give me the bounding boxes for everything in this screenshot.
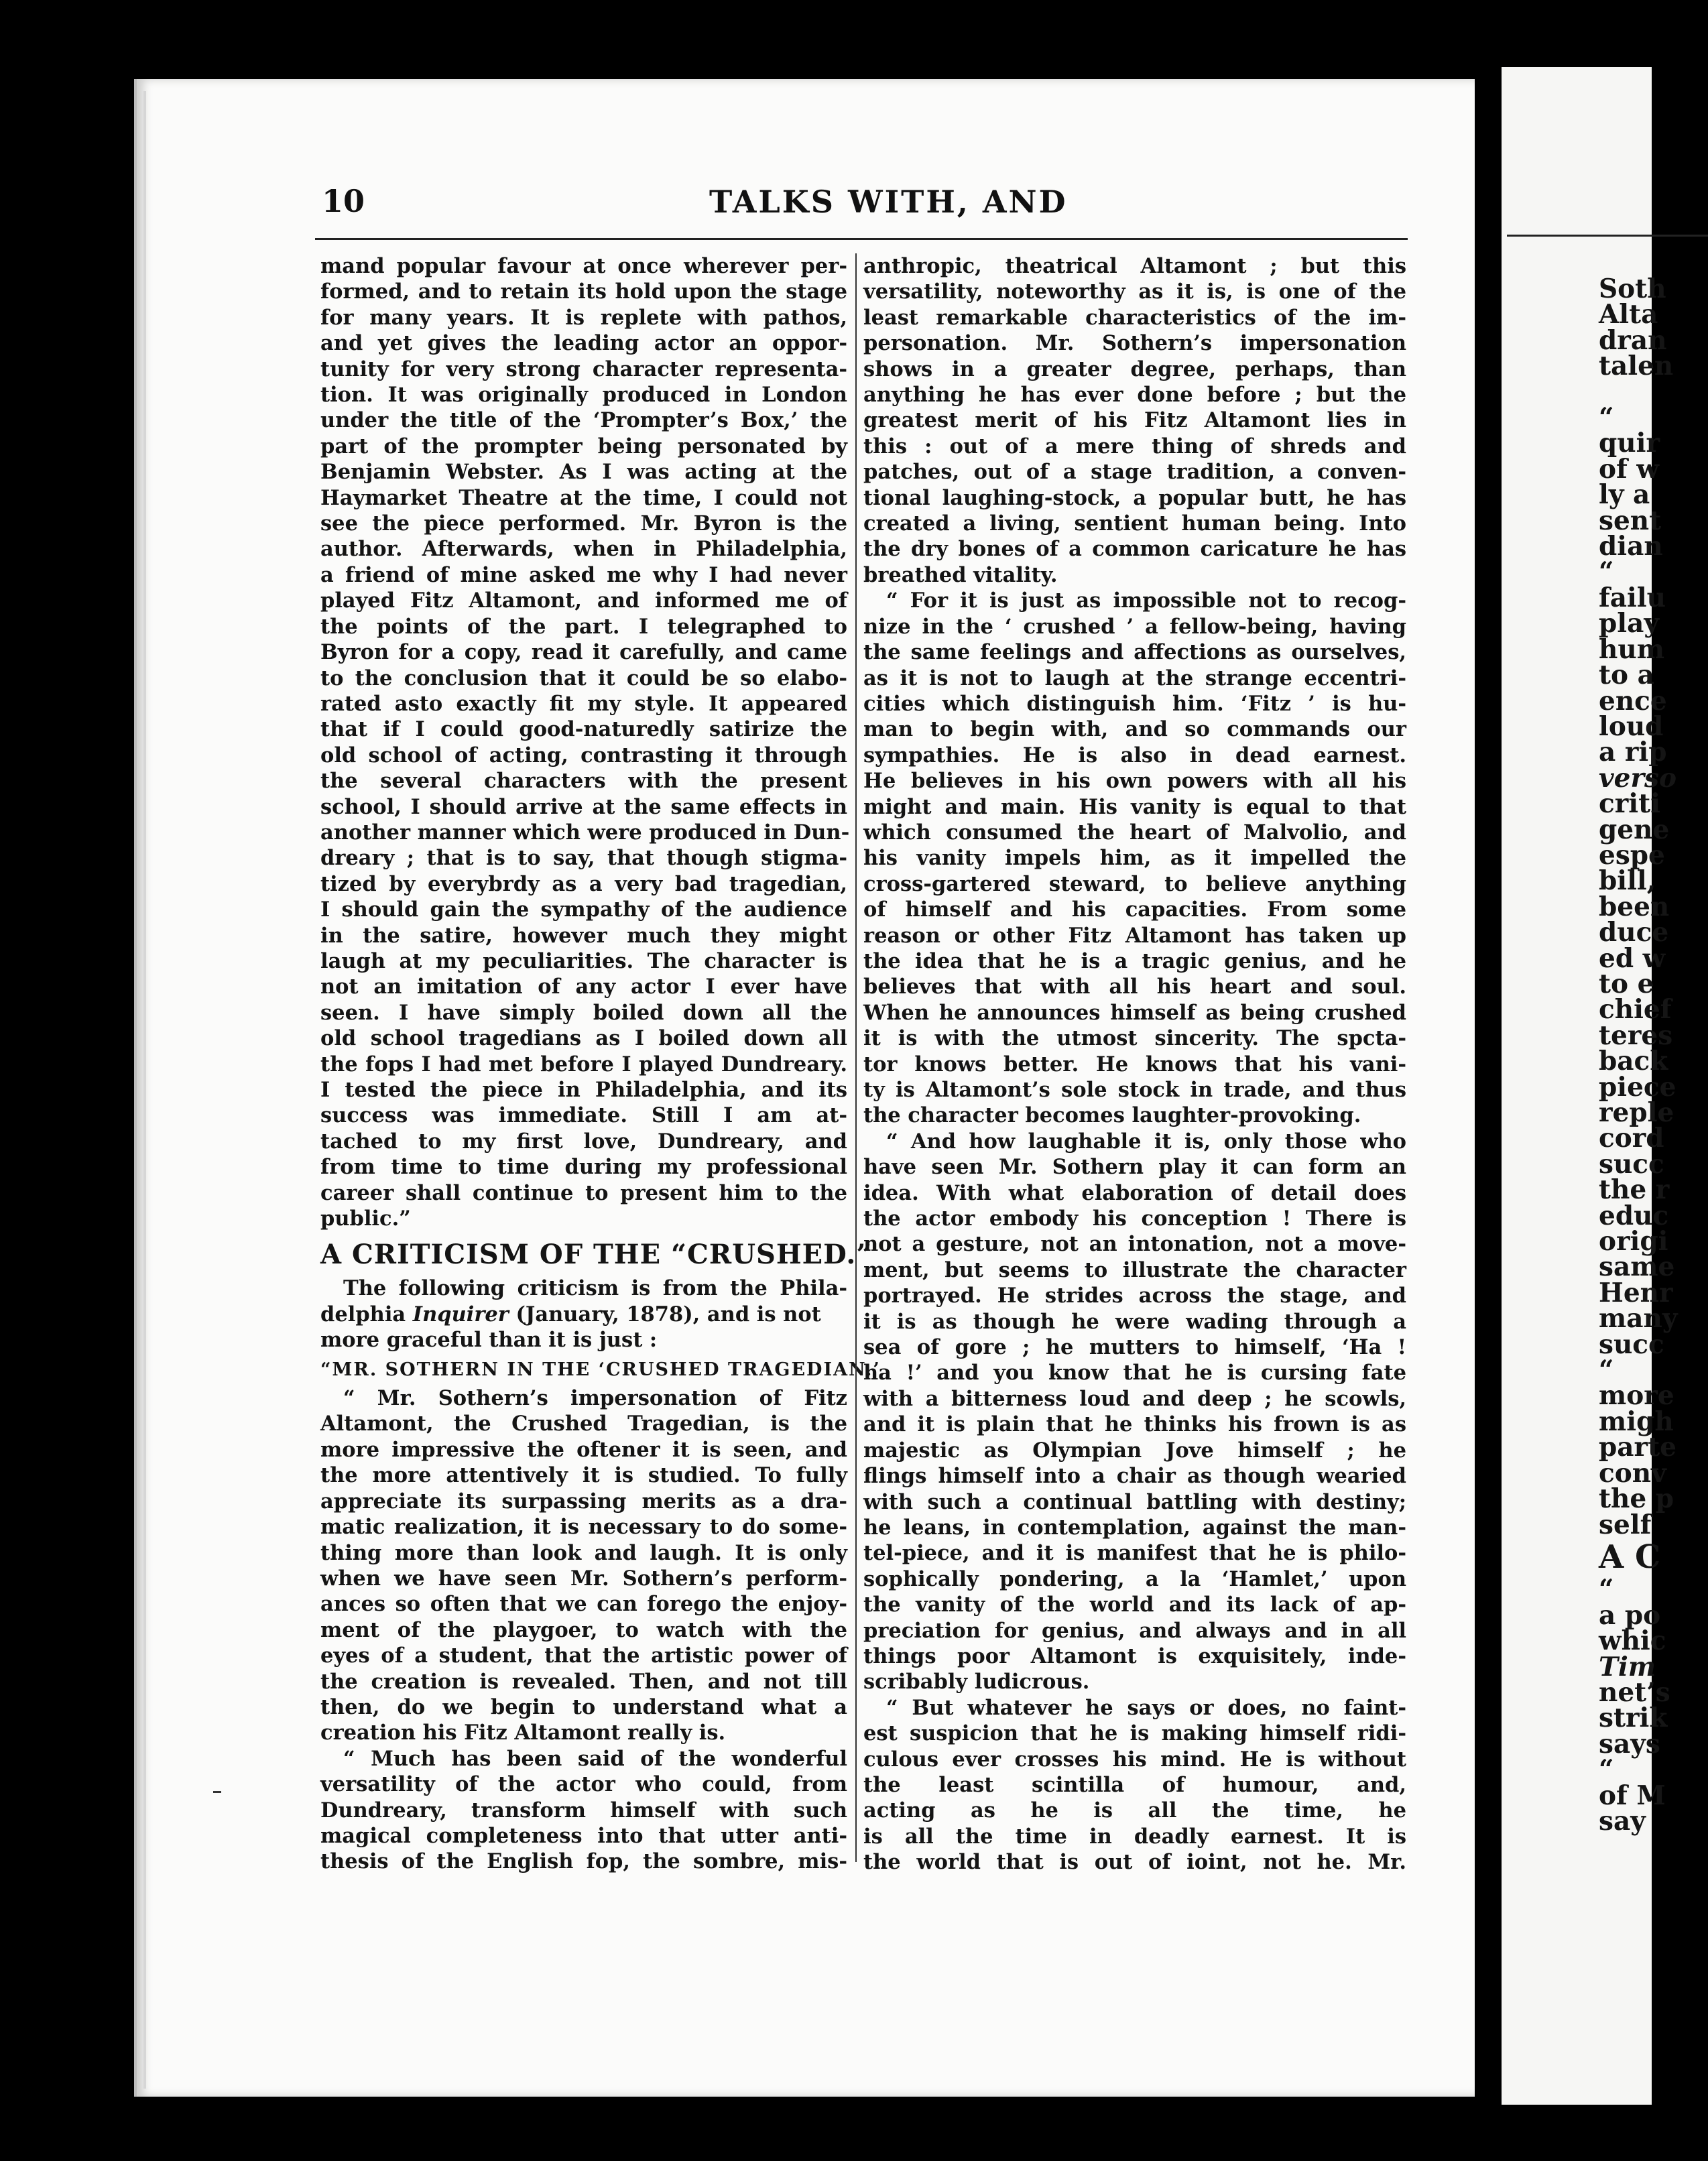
text-line: from time to time during my professional [320, 1155, 847, 1180]
text-line: not a gesture, not an intonation, not a move- [863, 1232, 1406, 1257]
facing-page-line: chief [1599, 994, 1672, 1026]
facing-page-line: “ [1599, 556, 1614, 588]
text-line: sophically pondering, a la ‘Hamlet,’ upon [863, 1566, 1406, 1591]
text-line: the idea that he is a tragic genius, and he [863, 948, 1406, 973]
right-paragraph-4 [863, 1695, 1406, 1875]
text-line: least remarkable characteristics of the im- [863, 305, 1406, 330]
left-paragraph-1 [320, 253, 850, 1231]
text-line: Dundreary, transform himself with such [320, 1798, 847, 1823]
facing-page-line: reple [1599, 1097, 1674, 1128]
text-line: which consumed the heart of Malvolio, and [863, 820, 1406, 845]
facing-page-line: dran [1599, 324, 1667, 356]
facing-page-line: Tim [1599, 1651, 1656, 1682]
text-line: tached to my first love, Dundreary, and [320, 1129, 847, 1154]
facing-page-line: net’s [1599, 1676, 1670, 1708]
text-line: majestic as Olympian Jove himself ; he [863, 1438, 1406, 1463]
facing-page-line: the p [1599, 1483, 1674, 1515]
text-line: laugh at my peculiarities. The character is [320, 948, 847, 973]
facing-page-line: a rip [1599, 737, 1667, 768]
text-line: portrayed. He strides across the stage, and [863, 1284, 1406, 1308]
text-line: breathed vitality. [863, 562, 1058, 587]
left-paragraph-3 [320, 1746, 847, 1875]
text-line: the actor embody his conception ! There is [863, 1207, 1406, 1231]
facing-page-line: criti [1599, 788, 1660, 820]
text-line: to the conclusion that it could be so elabo- [320, 666, 847, 690]
left-paragraph-2 [320, 1385, 847, 1746]
text-line: “ Much has been said of the wonderful [343, 1746, 847, 1771]
text-line: sea of gore ; he mutters to himself, ‘Ha ! [863, 1335, 1406, 1360]
text-line: it is with the utmost sincerity. The spcta- [863, 1026, 1406, 1051]
text-line: tized by everybrdy as a very bad tragedian, [320, 871, 847, 896]
facing-page-heading: A C [1599, 1538, 1661, 1576]
text-line: the vanity of the world and its lack of ap- [863, 1593, 1406, 1617]
margin-mark [213, 1791, 221, 1793]
text-line: believes that with all his heart and soul. [863, 975, 1406, 999]
facing-page-line: verso [1599, 762, 1676, 794]
text-line: scribably ludicrous. [863, 1670, 1090, 1694]
text-line: flings himself into a chair as though wearied [863, 1464, 1406, 1489]
text-line: for many years. It is replete with pathos, [320, 305, 847, 330]
text-line: anthropic, theatrical Altamont ; but this [863, 254, 1406, 278]
text-line: Byron for a copy, read it carefully, and came [320, 640, 847, 665]
facing-page-line: to a [1599, 660, 1654, 691]
facing-page-line: play [1599, 608, 1660, 639]
text-line: tional laughing-stock, a popular butt, he has [863, 485, 1406, 510]
text-line: the several characters with the present [320, 769, 847, 794]
text-line: cities which distinguish him. ‘Fitz ’ is hu- [863, 691, 1406, 716]
left-column [320, 253, 881, 1875]
text-line: the points of the part. I telegraphed to [320, 614, 847, 639]
article-subhead: “MR. SOTHERN IN THE ‘CRUSHED TRAGEDIAN.’ [320, 1359, 881, 1380]
right-paragraph-3 [863, 1129, 1406, 1695]
text-line: creation his Fitz Altamont really is. [320, 1721, 726, 1745]
facing-page-line: “ [1599, 1574, 1614, 1605]
header-rule [315, 238, 1408, 240]
text-line: mand popular favour at once wherever per- [320, 254, 847, 278]
text-line: is all the time in deadly earnest. It is [863, 1824, 1406, 1849]
facing-page-line: of w [1599, 453, 1659, 485]
text-line: a friend of mine asked me why I had never [320, 562, 847, 587]
text-line: old school of acting, contrasting it through [320, 743, 847, 767]
facing-page-line: self [1599, 1509, 1652, 1540]
text-line: eyes of a student, that the artistic power of [320, 1644, 847, 1668]
text-line: I should gain the sympathy of the audience [320, 898, 847, 922]
facing-page-line: talen [1599, 351, 1674, 382]
facing-page-line: quir [1599, 428, 1660, 459]
facing-page-line: loud [1599, 711, 1664, 742]
text-line: dreary ; that is to say, that though stigma- [320, 846, 847, 871]
facing-page-line: back [1599, 1046, 1668, 1077]
facing-page-line: gene [1599, 814, 1670, 845]
facing-page-line: conv [1599, 1457, 1666, 1489]
facing-page-line: to e [1599, 968, 1654, 999]
text-line: nize in the ‘ crushed ’ a fellow-being, having [863, 614, 1406, 639]
newspaper-name: Inquirer [412, 1302, 509, 1326]
text-line: “ But whatever he says or does, no faint- [886, 1695, 1406, 1720]
text-line: the same feelings and affections as ourselves, [863, 640, 1406, 665]
facing-page-line: educ [1599, 1200, 1669, 1231]
intro-line: more graceful than it is just : [320, 1328, 658, 1353]
text-line: another manner which were produced in Dun- [320, 820, 850, 845]
facing-page-line: same [1599, 1251, 1675, 1283]
facing-page-line: been [1599, 891, 1670, 922]
facing-page-line: origi [1599, 1226, 1668, 1257]
text-line: culous ever crosses his mind. He is without [863, 1747, 1406, 1772]
text-line: more impressive the oftener it is seen, and [320, 1437, 847, 1462]
text-line: with such a continual battling with destiny; [863, 1489, 1406, 1514]
facing-page-line: “ [1599, 1355, 1614, 1386]
facing-page-line: ence [1599, 685, 1667, 717]
text-line: author. Afterwards, when in Philadelphia, [320, 537, 847, 562]
facing-page-line: dian [1599, 531, 1663, 562]
section-heading: A CRITICISM OF THE “CRUSHED.” [320, 1239, 873, 1271]
text-line: patches, out of a stage tradition, a conven- [863, 460, 1406, 485]
facing-page-line: bill, [1599, 865, 1656, 897]
text-line: Haymarket Theatre at the time, I could not [320, 485, 847, 510]
text-line: his vanity impels him, as it impelled the [863, 846, 1406, 871]
text-line: acting as he is all the time, he [863, 1798, 1406, 1823]
text-line: and it is plain that he thinks his frown is as [863, 1412, 1406, 1437]
page-edge-shadow [143, 91, 146, 2089]
facing-page-line: “ [1599, 1754, 1614, 1786]
text-line: the more attentively it is studied. To fully [320, 1463, 847, 1488]
facing-page-line: parte [1599, 1432, 1676, 1463]
facing-page-line [1599, 379, 1693, 405]
text-line: When he announces himself as being crushed [863, 1000, 1406, 1025]
text-line: success was immediate. Still I am at- [320, 1103, 847, 1128]
text-line: things poor Altamont is exquisitely, inde- [863, 1644, 1406, 1668]
text-line: school, I should arrive at the same effects in [320, 794, 847, 819]
intro-text: (January, 1878), and is not [508, 1302, 821, 1326]
text-line: career shall continue to present him to the [320, 1180, 847, 1205]
text-line: played Fitz Altamont, and informed me of [320, 589, 847, 613]
intro-line: The following criticism is from the Phila- [343, 1276, 847, 1301]
text-line: ty is Altamont’s sole stock in trade, and thus [863, 1078, 1406, 1102]
facing-page-line: strik [1599, 1703, 1668, 1734]
right-paragraph-1 [863, 253, 1406, 588]
text-line: ha !’ and you know that he is cursing fate [863, 1361, 1406, 1385]
facing-page-line: piece [1599, 1071, 1676, 1103]
text-line: the world that is out of ioint, not he. Mr. [863, 1850, 1406, 1875]
text-line: of himself and his capacities. From some [863, 898, 1406, 922]
text-line: ment of the playgoer, to watch with the [320, 1617, 847, 1642]
text-line: He believes in his own powers with all his [863, 769, 1406, 794]
text-line: Altamont, the Crushed Tragedian, is the [320, 1412, 847, 1436]
text-line: rated asto exactly fit my style. It appeared [320, 691, 847, 716]
text-line: when we have seen Mr. Sothern’s perform- [320, 1566, 847, 1591]
text-line: with a bitterness loud and deep ; he scowls, [863, 1386, 1406, 1411]
facing-page-line: succ [1599, 1329, 1664, 1360]
text-line: tor knows better. He knows that his vani- [863, 1052, 1406, 1076]
facing-page-line: hum [1599, 633, 1664, 665]
text-line: ances so often that we can forego the enjoy- [320, 1592, 847, 1617]
facing-page-line: a po [1599, 1599, 1661, 1631]
text-line: tel-piece, and it is manifest that he is philo- [863, 1541, 1406, 1566]
facing-page-line: says [1599, 1728, 1660, 1759]
facing-page-line: the r [1599, 1174, 1670, 1206]
facing-page-line: failu [1599, 582, 1666, 613]
text-line: it is as though he were wading through a [863, 1309, 1406, 1334]
text-line: personation. Mr. Sothern’s impersonation [863, 331, 1406, 356]
facing-page-line: cord [1599, 1123, 1664, 1154]
text-line: reason or other Fitz Altamont has taken up [863, 923, 1406, 948]
right-paragraph-2 [863, 588, 1406, 1129]
facing-page-line: of M [1599, 1780, 1666, 1811]
facing-page-line: many [1599, 1303, 1678, 1335]
text-line: as it is not to laugh at the strange eccentri- [863, 666, 1406, 690]
text-line: he leans, in contemplation, against the man- [863, 1515, 1406, 1540]
intro-line [320, 1302, 847, 1327]
text-line: the dry bones of a common caricature he has [863, 537, 1406, 562]
facing-page-line: migh [1599, 1406, 1674, 1437]
text-line: the fops I had met before I played Dundreary. [320, 1052, 847, 1076]
text-line: anything he has ever done before ; but the [863, 383, 1406, 408]
facing-page-line: Alta [1599, 299, 1658, 330]
facing-page-line: succ [1599, 1148, 1664, 1180]
text-line: tion. It was originally produced in London [320, 383, 847, 408]
page-number: 10 [322, 183, 365, 219]
right-column [863, 253, 1406, 1875]
text-line: created a living, sentient human being. Into [863, 511, 1406, 536]
facing-page-rule [1507, 235, 1708, 237]
text-line: then, do we begin to understand what a [320, 1694, 847, 1719]
text-line: this : out of a mere thing of shreds and [863, 434, 1406, 458]
text-line: I tested the piece in Philadelphia, and its [320, 1078, 847, 1102]
text-line: “ Mr. Sothern’s impersonation of Fitz [343, 1386, 847, 1411]
text-line: thing more than look and laugh. It is only [320, 1540, 847, 1565]
text-line: the least scintilla of humour, and, [863, 1772, 1406, 1797]
text-line: thesis of the English fop, the sombre, mis- [320, 1849, 847, 1874]
facing-page-line: espe [1599, 839, 1665, 871]
text-line: the creation is revealed. Then, and not till [320, 1669, 847, 1694]
text-line: appreciate its surpassing merits as a dra- [320, 1489, 847, 1514]
facing-page-line: Henr [1599, 1277, 1673, 1308]
facing-page-line: “ [1599, 402, 1614, 434]
text-line: public.” [320, 1207, 411, 1231]
text-line: that if I could good-naturedly satirize the [320, 717, 847, 742]
facing-page-line: Soth [1599, 273, 1666, 304]
text-line: see the piece performed. Mr. Byron is the [320, 511, 847, 536]
text-line: the character becomes laughter-provoking. [863, 1103, 1361, 1128]
facing-page-line: more [1599, 1380, 1674, 1412]
text-line: est suspicion that he is making himself ridi- [863, 1721, 1406, 1746]
facing-page-line: ly a [1599, 479, 1650, 511]
text-line: “ And how laughable it is, only those who [886, 1129, 1406, 1154]
text-line: greatest merit of his Fitz Altamont lies in [863, 408, 1406, 433]
text-line: part of the prompter being personated by [320, 434, 847, 458]
facing-page-line: whic [1599, 1625, 1666, 1657]
text-line: “ For it is just as impossible not to recog- [886, 589, 1406, 613]
text-line: man to begin with, and so commands our [863, 717, 1406, 742]
facing-page-line: duce [1599, 917, 1669, 948]
text-line: and yet gives the leading actor an oppor- [320, 331, 847, 356]
text-line: in the satire, however much they might [320, 923, 847, 948]
text-line: not an imitation of any actor I ever have [320, 975, 847, 999]
facing-page-line: say [1599, 1805, 1646, 1837]
facing-page-line: teres [1599, 1020, 1673, 1051]
text-line: magical completeness into that utter anti- [320, 1823, 847, 1848]
text-line: might and main. His vanity is equal to that [863, 794, 1406, 819]
text-line: preciation for genius, and always and in all [863, 1618, 1406, 1643]
text-line: under the title of the ‘Prompter’s Box,’ the [320, 408, 847, 433]
text-line: formed, and to retain its hold upon the stage [320, 280, 847, 304]
text-line: idea. With what elaboration of detail does [863, 1180, 1406, 1205]
text-line: Benjamin Webster. As I was acting at the [320, 460, 847, 485]
text-line: tunity for very strong character representa- [320, 357, 847, 381]
book-gutter [1475, 79, 1502, 2097]
facing-page-text [1599, 273, 1693, 1837]
text-line: sympathies. He is also in dead earnest. [863, 743, 1406, 767]
text-line: seen. I have simply boiled down all the [320, 1000, 847, 1025]
text-line: cross-gartered steward, to believe anything [863, 871, 1406, 896]
text-line: matic realization, it is necessary to do some- [320, 1515, 847, 1540]
text-line: have seen Mr. Sothern play it can form an [863, 1155, 1406, 1180]
running-head: TALKS WITH, AND [709, 184, 1068, 220]
column-rule [855, 253, 857, 1862]
text-line: shows in a greater degree, perhaps, than [863, 357, 1406, 381]
text-line: versatility of the actor who could, from [320, 1772, 847, 1797]
text-line: ment, but seems to illustrate the character [863, 1257, 1406, 1282]
facing-page-line: sent [1599, 505, 1662, 536]
text-line: old school tragedians as I boiled down all [320, 1026, 847, 1051]
text-line: versatility, noteworthy as it is, is one of the [863, 280, 1406, 304]
intro-text: delphia [320, 1302, 413, 1326]
facing-page-fragment [1502, 67, 1678, 2105]
facing-page-line: ed w [1599, 942, 1666, 974]
